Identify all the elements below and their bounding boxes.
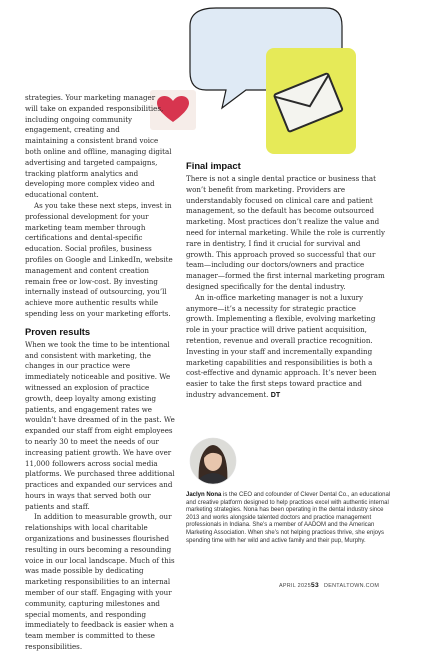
left-paragraph-1 <box>25 93 175 201</box>
text-run: An in-office marketing manager is not a luxury anymore—it’s a necessity for strategic practice growth. Implementing a flexible, evolving marketing role in your practice will drive patient acquisition, retention, revenue and overall practice recognition. Investing in your staff and incrementally expanding marketing capabilities and responsibilities is both a cost-effective and dynamic approach. It’s never been easier to take the first steps toward practice and industry advancement. <box>186 292 377 399</box>
text-run: maintaining a consistent brand voice both online and offline, managing digital advertising and targeted campaigns, tracking platform analytics and developing more complex video and educational content. <box>25 136 172 200</box>
right-paragraph-1: There is not a single dental practice or business that won’t benefit from marketing. Providers are understandably focused on clinical care and patient management, so the default has become outsourced marketing. Most practices don’t realize the value and need for internal marketing. While the role is currently rare in dentistry, I find it crucial for survival and growth. This approach proved so successful that our team—including our doctors/owners and practice manager—formed the first internal marketing program designed specifically for the dental industry. <box>186 174 385 291</box>
author-name: Jaclyn Nona <box>186 492 222 498</box>
author-bio-text: is the CEO and cofounder of Clever Dental Co., an educational and creative platform designed to help practices excel with authentic internal marketing strategies. Nona has been operating in the dental industry since 2013 and works alongside talented doctors and practice management professionals in Indiana. She’s a member of AADOM and the American Marketing Association. When she’s not helping practices thrive, she enjoys spending time with her wild and active family and their pup, Murphy. <box>186 492 391 544</box>
left-paragraph-2: As you take these next steps, invest in professional development for your marketing team member through certifications and dental-specific education. Social profiles, business profiles on Google and LinkedIn, website management and content creation remain free or low-cost. By investing internally instead of outsourcing, you’ll achieve more authentic results while spending less on your marketing efforts. <box>25 200 173 318</box>
end-mark: DT <box>270 390 281 399</box>
left-column <box>25 93 175 653</box>
text-line: including ongoing community <box>25 114 133 124</box>
section-heading-proven-results: Proven results <box>25 325 91 337</box>
left-paragraph-3: When we took the time to be intentional and consistent with marketing, the changes in our practice were immediately noticeable and positive. We witnessed an explosion of practice growth, deep loyalty among existing patients, and engagement rates we wouldn’t have dreamed of in the past. We expanded our staff from eight employees to nearly 30 to meet the needs of our increasing patient growth. We have over 11,000 followers across social media platforms. We purchased three additional practices and expanded our services and hours in ways that served both our patients and staff. <box>25 339 175 511</box>
page-number: 53 <box>311 582 319 589</box>
envelope-icon <box>262 46 358 158</box>
author-photo <box>189 436 237 486</box>
left-paragraph-4: In addition to measurable growth, our relationships with local charitable organizations and businesses flourished resulting in ours becoming a resounding voice in our local landscape. Much of this was made possible by dedicating marketing responsibilities to an internal member of our staff. Engaging with your community, capturing milestones and special moments, and responding immediately to feedback is easier when a team member is committed to these responsibilities. <box>25 512 175 652</box>
right-column <box>186 174 386 401</box>
text-line: strategies. Your marketing manager <box>25 93 156 102</box>
section-heading-final-impact: Final impact <box>186 160 241 171</box>
author-bio <box>186 492 394 545</box>
text-line: will take on expanded responsibilities, <box>25 103 164 113</box>
right-paragraph-2 <box>186 293 386 401</box>
footer-website[interactable]: DENTALTOWN.COM <box>324 583 380 589</box>
footer-issue-date: APRIL 2025 <box>279 583 311 589</box>
text-line: engagement, creating and <box>25 125 120 135</box>
page-footer <box>0 582 426 592</box>
